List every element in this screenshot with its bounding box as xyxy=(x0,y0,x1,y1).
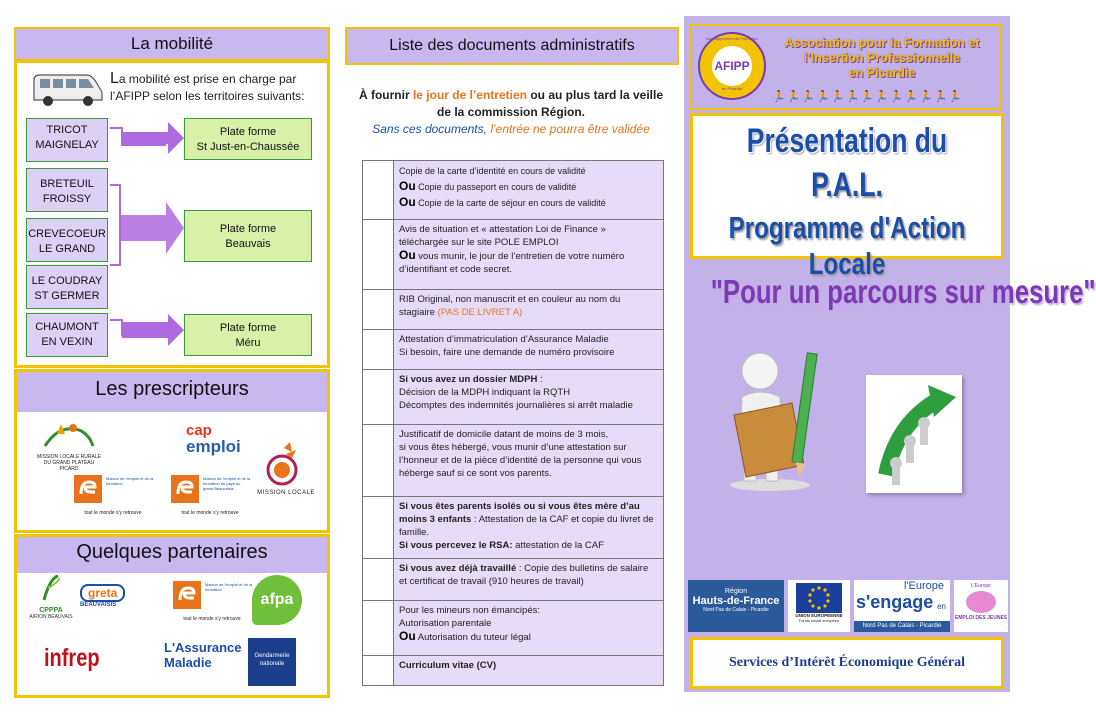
arrow-1 xyxy=(122,122,184,154)
prescripteurs-title: Les prescripteurs xyxy=(95,378,249,400)
climbing-arrow-icon xyxy=(866,375,962,493)
city-crevecoeur: CREVECOEUR LE GRAND xyxy=(26,218,108,262)
mobilite-title: La mobilité xyxy=(130,34,214,53)
mobilite-text: La mobilité est prise en charge par l’AFIPP selon les territoires suivants: xyxy=(110,70,305,103)
logo-cap-emploi: cap emploi xyxy=(186,422,241,456)
footer-box xyxy=(690,637,1004,689)
logo-region-hdf: Région Hauts-de-France Nord Pas de Calais - Picardie xyxy=(688,580,784,632)
doc-row-mdph: Si vous avez un dossier MDPH : Décision de la MDPH indiquant la RQTH Décomptes des indemnités journalières si arrêt maladie xyxy=(362,370,664,425)
cover-title-2: P.A.L. xyxy=(811,166,883,204)
documents-title-bar xyxy=(345,27,679,65)
city-tricot-maignelay: TRICOT MAIGNELAY xyxy=(26,118,108,162)
title-box xyxy=(690,113,1004,281)
mission-locale-rurale-icon xyxy=(39,420,99,452)
city-breteuil-froissy: BRETEUIL FROISSY xyxy=(26,168,108,212)
platform-st-just: Plate forme St Just-en-Chaussée xyxy=(184,118,312,160)
cover-title-3: Programme d'Action Locale xyxy=(728,210,966,281)
mobilite-arrows xyxy=(108,110,188,360)
maison-emploi-icon xyxy=(170,474,200,504)
logo-mission-locale-rurale: MISSION LOCALE RURALE DU GRAND PLATEAU PICARD xyxy=(34,420,104,472)
afipp-ring-bottom: en Picardie xyxy=(721,86,742,91)
eu-stars-icon xyxy=(796,583,842,613)
logo-afpa: afpa xyxy=(252,575,302,625)
logo-maison-emploi-1: Maison de l'emploi et de la formation xyxy=(73,474,153,510)
arrow-3 xyxy=(122,314,184,346)
tagline-2: tout le monde s'y retrouve xyxy=(181,510,239,516)
doc-row-mineurs: Pour les mineurs non émancipés: Autorisation parentale Ou Autorisation du tuteur légal xyxy=(362,601,664,656)
logo-assurance-maladie: L'Assurance Maladie xyxy=(164,640,242,670)
footer-text: Services d’Intérêt Économique Général xyxy=(728,655,965,670)
city-chaumont: CHAUMONT EN VEXIN xyxy=(26,313,108,357)
afipp-logo-text: AFIPP xyxy=(714,59,750,73)
platform-meru: Plate forme Méru xyxy=(184,314,312,356)
doc-row-rib: RIB Original, non manuscrit et en couleur au nom du stagiaire (PAS DE LIVRET A) xyxy=(362,290,664,330)
logo-greta: greta BEAUVAISIS xyxy=(80,584,160,624)
documents-intro: À fournir le jour de l’entretien ou au plus tard la veille de la commission Région. Sans ces documents, l’entrée ne pourra être validée xyxy=(358,88,664,136)
arrow-2 xyxy=(120,202,184,254)
doc-row-cv: Curriculum vitae (CV) xyxy=(362,656,664,686)
platform-beauvais: Plate forme Beauvais xyxy=(184,210,312,262)
documents-title: Liste des documents administratifs xyxy=(389,37,635,54)
logo-europe-s-engage: l'Europe s'engage en Nord Pas de Calais - Picardie xyxy=(854,580,950,632)
mobilite-title-bar xyxy=(14,27,330,61)
doc-row-assurance: Attestation d’immatriculation d’Assurance Maladie Si besoin, faire une demande de numéro provisoire xyxy=(362,330,664,370)
doc-row-situation: Avis de situation et « attestation Loi de Finance » téléchargée sur le site POLE EMPLOI Ou vous munir, le jour de l’entretien de votre numéro d’identifiant et code secret. xyxy=(362,220,664,290)
maison-emploi-icon xyxy=(172,580,202,610)
logo-emploi-jeunes: L'Europe EMPLOI DES JEUNES xyxy=(954,580,1008,632)
van-icon xyxy=(30,70,106,112)
logo-maison-emploi-2: Maison de l'emploi et de la formation du pays du grand Beauvaisis xyxy=(170,474,250,510)
city-le-coudray: LE COUDRAY ST GERMER xyxy=(26,265,108,309)
logo-mission-locale: MISSION LOCALE xyxy=(257,490,315,496)
assoc-name: Association pour la Formation et l’Insertion Professionnelle en Picardie xyxy=(784,36,980,80)
doc-row-parents: Si vous êtes parents isolés ou si vous êtes mère d’au moins 3 enfants : Attestation de la CAF et copie du livret de famille. Si vous percevez le RSA: attestation de la CAF xyxy=(362,497,664,559)
cppa-icon xyxy=(36,574,66,602)
doc-row-domicile: Justificatif de domicile datant de moins de 3 mois, si vous êtes hébergé, vous munir d’une attestation sur l’honneur et de la pièce d’identité de la personne qui vous héberge sauf si ce sont vos parents. xyxy=(362,425,664,497)
runners-decoration: 🏃🏃🏃🏃🏃🏃🏃🏃🏃🏃🏃🏃🏃 xyxy=(772,91,964,103)
arrow-illustration-frame xyxy=(866,375,962,493)
logo-maison-emploi-3: Maison de l'emploi et de la formation xyxy=(172,580,252,616)
tagline-1: tout le monde s'y retrouve xyxy=(84,510,142,516)
logo-cppa: CPPPA AIRION BEAUVAIS xyxy=(28,574,74,626)
partenaires-title: Quelques partenaires xyxy=(76,541,268,563)
mission-locale-icon xyxy=(264,442,304,486)
figure-pencil-illustration xyxy=(712,345,832,495)
afipp-ring-top: Développement de Formation xyxy=(705,36,759,41)
afipp-header xyxy=(690,24,1002,110)
logo-union-europeenne: UNION EUROPÉENNE Fonds social européen xyxy=(788,580,850,632)
logo-gendarmerie: Gendarmerie nationale xyxy=(248,638,296,686)
doc-row-travaille: Si vous avez déjà travaillé : Copie des bulletins de salaire et certificat de travail (910 heures de travail) xyxy=(362,559,664,601)
cover-slogan: "Pour un parcours sur mesure" xyxy=(710,273,1096,310)
tagline-3: tout le monde s'y retrouve xyxy=(183,616,241,622)
maison-emploi-icon xyxy=(73,474,103,504)
logo-infrep: infrep xyxy=(44,644,100,672)
doc-row-identite: Copie de la carte d’identité en cours de validité Ou Copie du passeport en cours de validité Ou Copie de la carte de séjour en cours de validité xyxy=(362,160,664,220)
cover-title-1: Présentation du xyxy=(746,122,948,160)
mobilite-dropcap: L xyxy=(110,70,119,87)
